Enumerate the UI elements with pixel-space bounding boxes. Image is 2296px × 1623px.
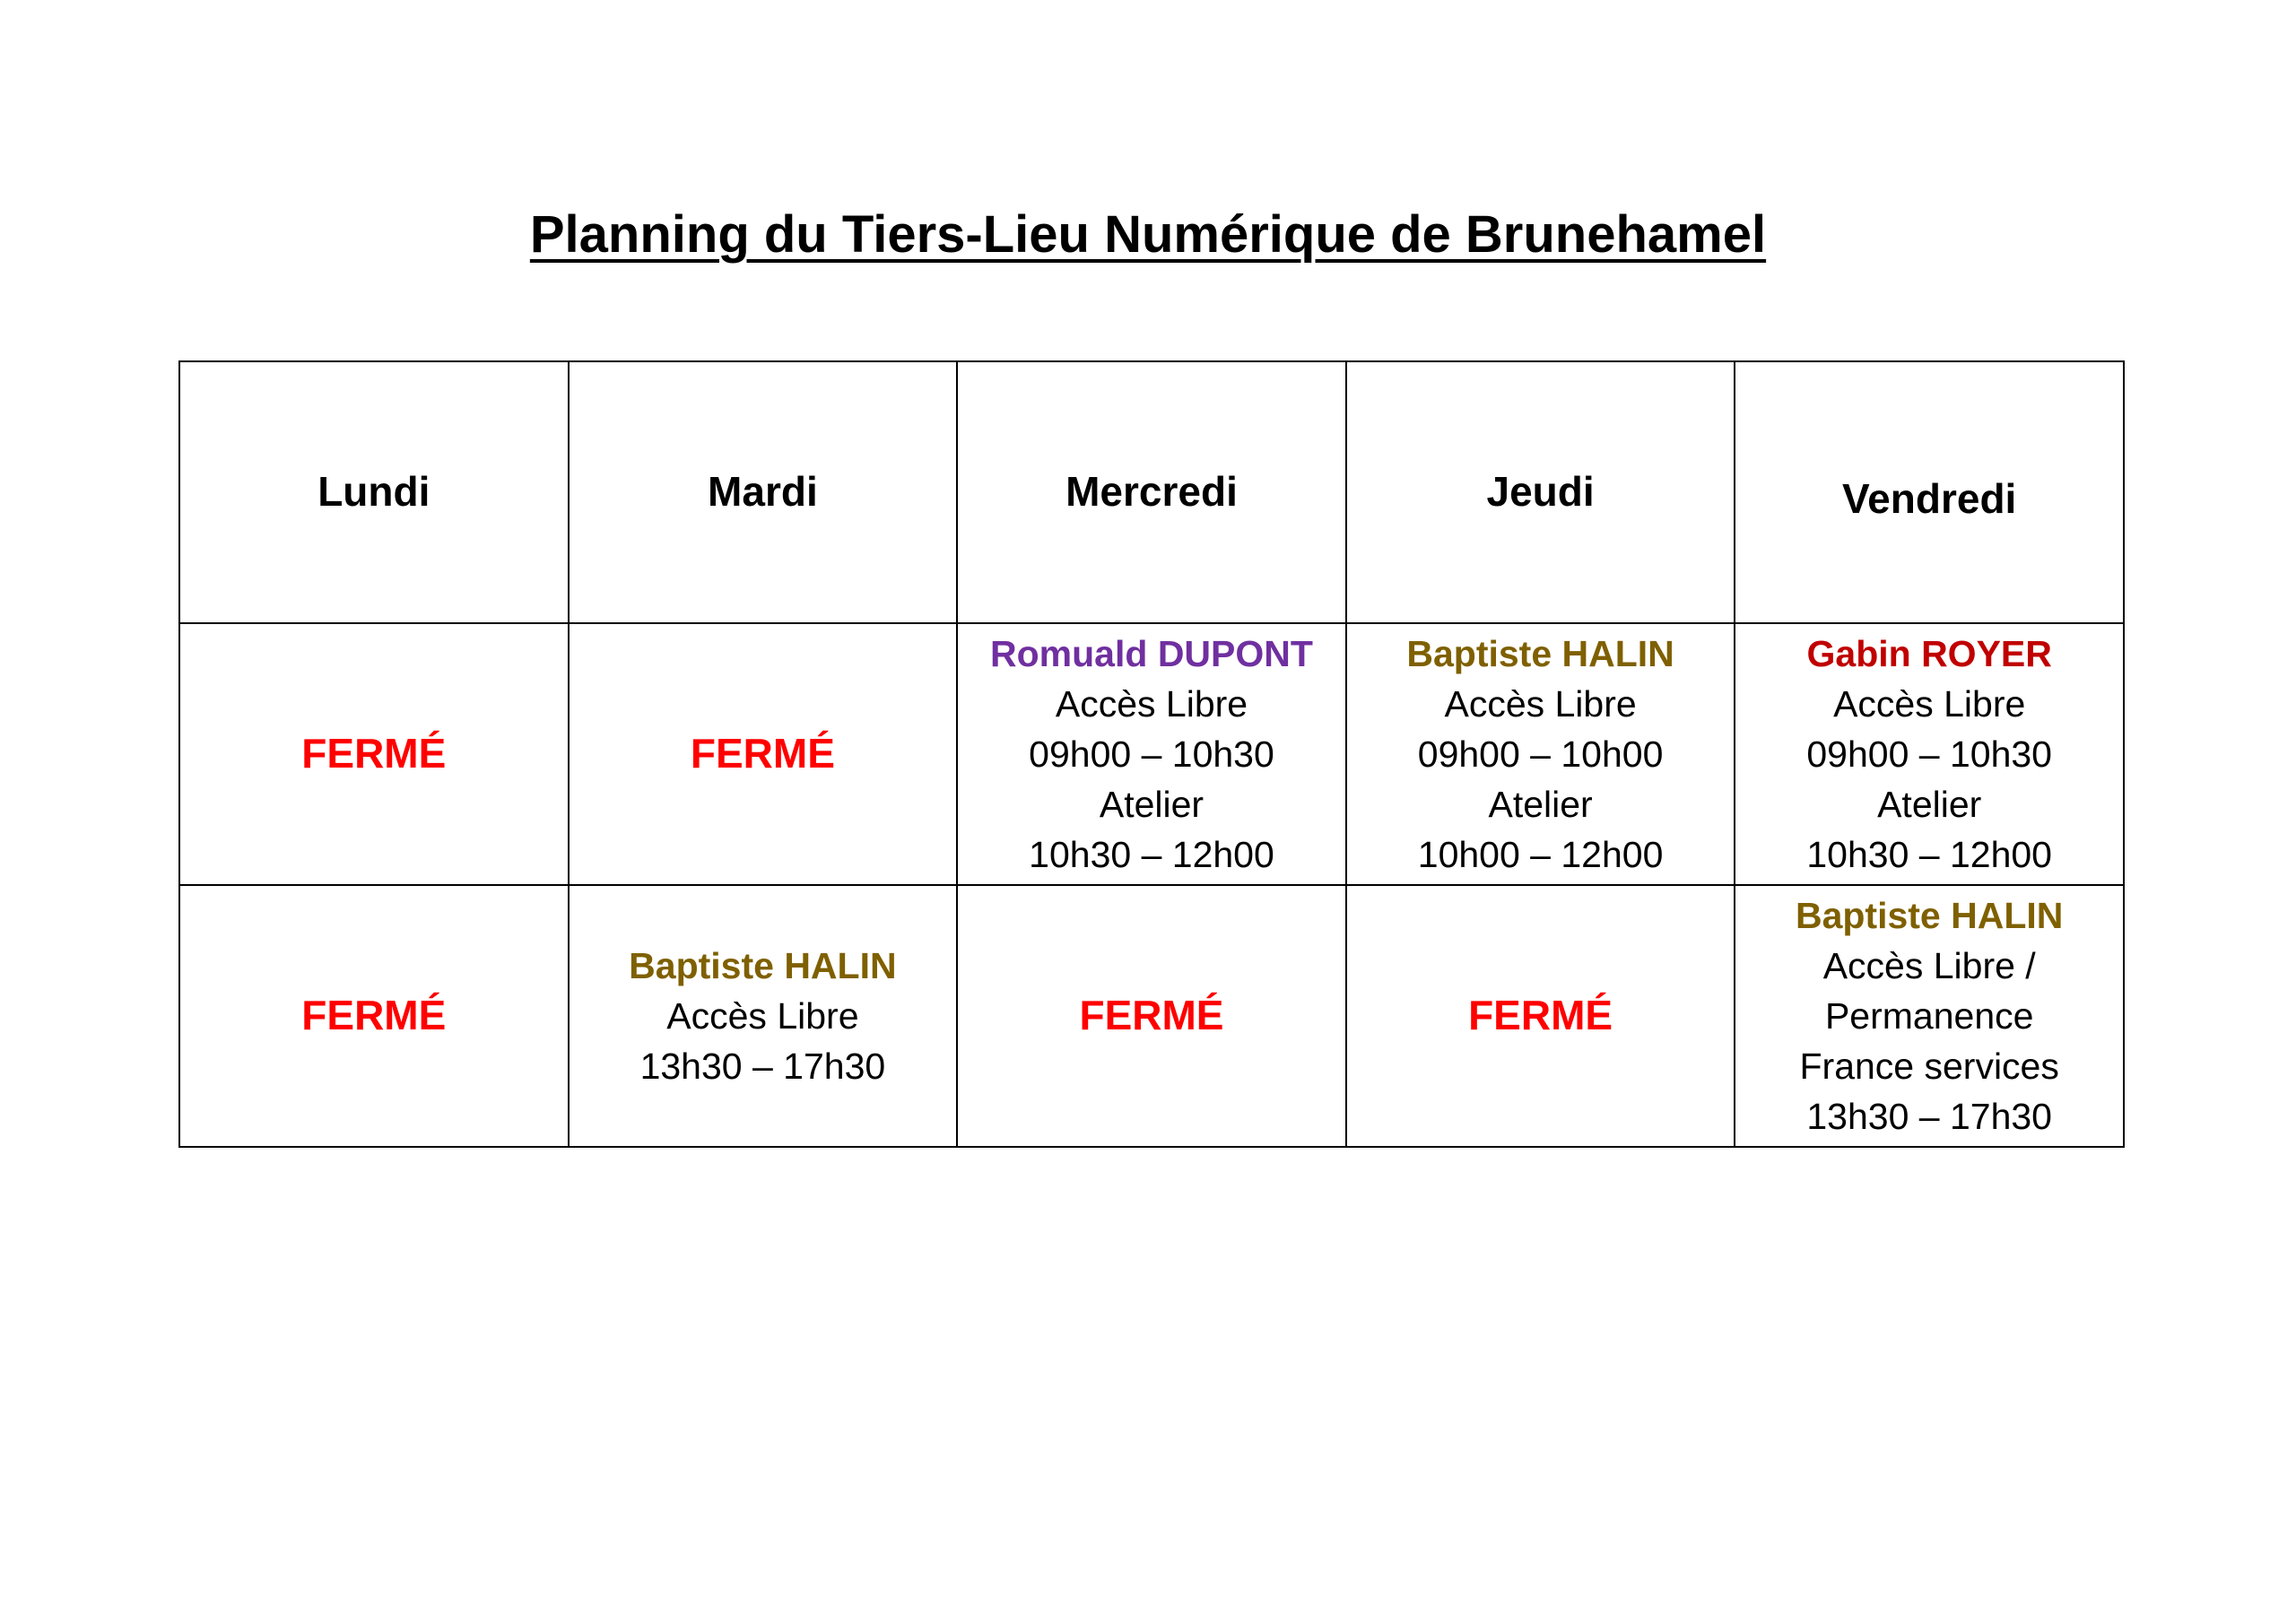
- time-line: 13h30 – 17h30: [1806, 1096, 2052, 1137]
- activity-line: Accès Libre: [1444, 683, 1637, 725]
- staff-name: Baptiste HALIN: [629, 945, 897, 986]
- closed-label: FERMÉ: [301, 992, 447, 1038]
- closed-label: FERMÉ: [301, 730, 447, 777]
- activity-line: Atelier: [1488, 784, 1593, 825]
- day-label-mardi: Mardi: [708, 468, 818, 515]
- morning-row: [179, 623, 2124, 885]
- afternoon-cell-lundi: [179, 885, 569, 1147]
- time-line: 10h30 – 12h00: [1806, 834, 2052, 875]
- activity-line: Atelier: [1099, 784, 1205, 825]
- closed-label: FERMÉ: [1079, 992, 1224, 1038]
- header-cell-mardi: [569, 361, 958, 623]
- morning-cell-jeudi: [1346, 623, 1735, 885]
- staff-name: Baptiste HALIN: [1795, 895, 2064, 936]
- title-text: Planning du Tiers-Lieu Numérique de Brunehamel: [529, 205, 1767, 264]
- header-cell-lundi: [179, 361, 569, 623]
- closed-label: FERMÉ: [690, 730, 835, 777]
- header-cell-jeudi: [1346, 361, 1735, 623]
- afternoon-row: [179, 885, 2124, 1147]
- header-cell-mercredi: [957, 361, 1346, 623]
- time-line: 09h00 – 10h30: [1806, 733, 2052, 775]
- afternoon-cell-vendredi: [1735, 885, 2124, 1147]
- afternoon-cell-jeudi: [1346, 885, 1735, 1147]
- activity-line: Atelier: [1877, 784, 1982, 825]
- activity-line: Accès Libre /: [1822, 945, 2036, 986]
- staff-name: Baptiste HALIN: [1406, 633, 1674, 674]
- time-line: 10h00 – 12h00: [1417, 834, 1664, 875]
- morning-cell-mercredi: [957, 623, 1346, 885]
- afternoon-cell-mardi: [569, 885, 958, 1147]
- morning-cell-vendredi: [1735, 623, 2124, 885]
- schedule-table: [178, 360, 2125, 1148]
- time-line: 10h30 – 12h00: [1029, 834, 1274, 875]
- activity-line: Accès Libre: [1833, 683, 2026, 725]
- morning-cell-lundi: [179, 623, 569, 885]
- activity-line: Accès Libre: [666, 995, 859, 1037]
- day-label-mercredi: Mercredi: [1065, 468, 1238, 515]
- day-label-jeudi: Jeudi: [1486, 468, 1595, 515]
- afternoon-cell-mercredi: [957, 885, 1346, 1147]
- activity-line: Accès Libre: [1055, 683, 1248, 725]
- closed-label: FERMÉ: [1468, 992, 1613, 1038]
- page-title: [0, 199, 2296, 271]
- staff-name: Gabin ROYER: [1806, 633, 2052, 674]
- day-label-lundi: Lundi: [317, 468, 430, 515]
- header-row: [179, 361, 2124, 623]
- day-label-vendredi: Vendredi: [1842, 475, 2017, 522]
- morning-cell-mardi: [569, 623, 958, 885]
- staff-name: Romuald DUPONT: [990, 633, 1313, 674]
- time-line: 09h00 – 10h30: [1029, 733, 1274, 775]
- time-line: 09h00 – 10h00: [1417, 733, 1664, 775]
- activity-line: France services: [1799, 1046, 2059, 1087]
- activity-line: Permanence: [1824, 995, 2034, 1037]
- time-line: 13h30 – 17h30: [639, 1046, 886, 1087]
- header-cell-vendredi: [1735, 361, 2124, 623]
